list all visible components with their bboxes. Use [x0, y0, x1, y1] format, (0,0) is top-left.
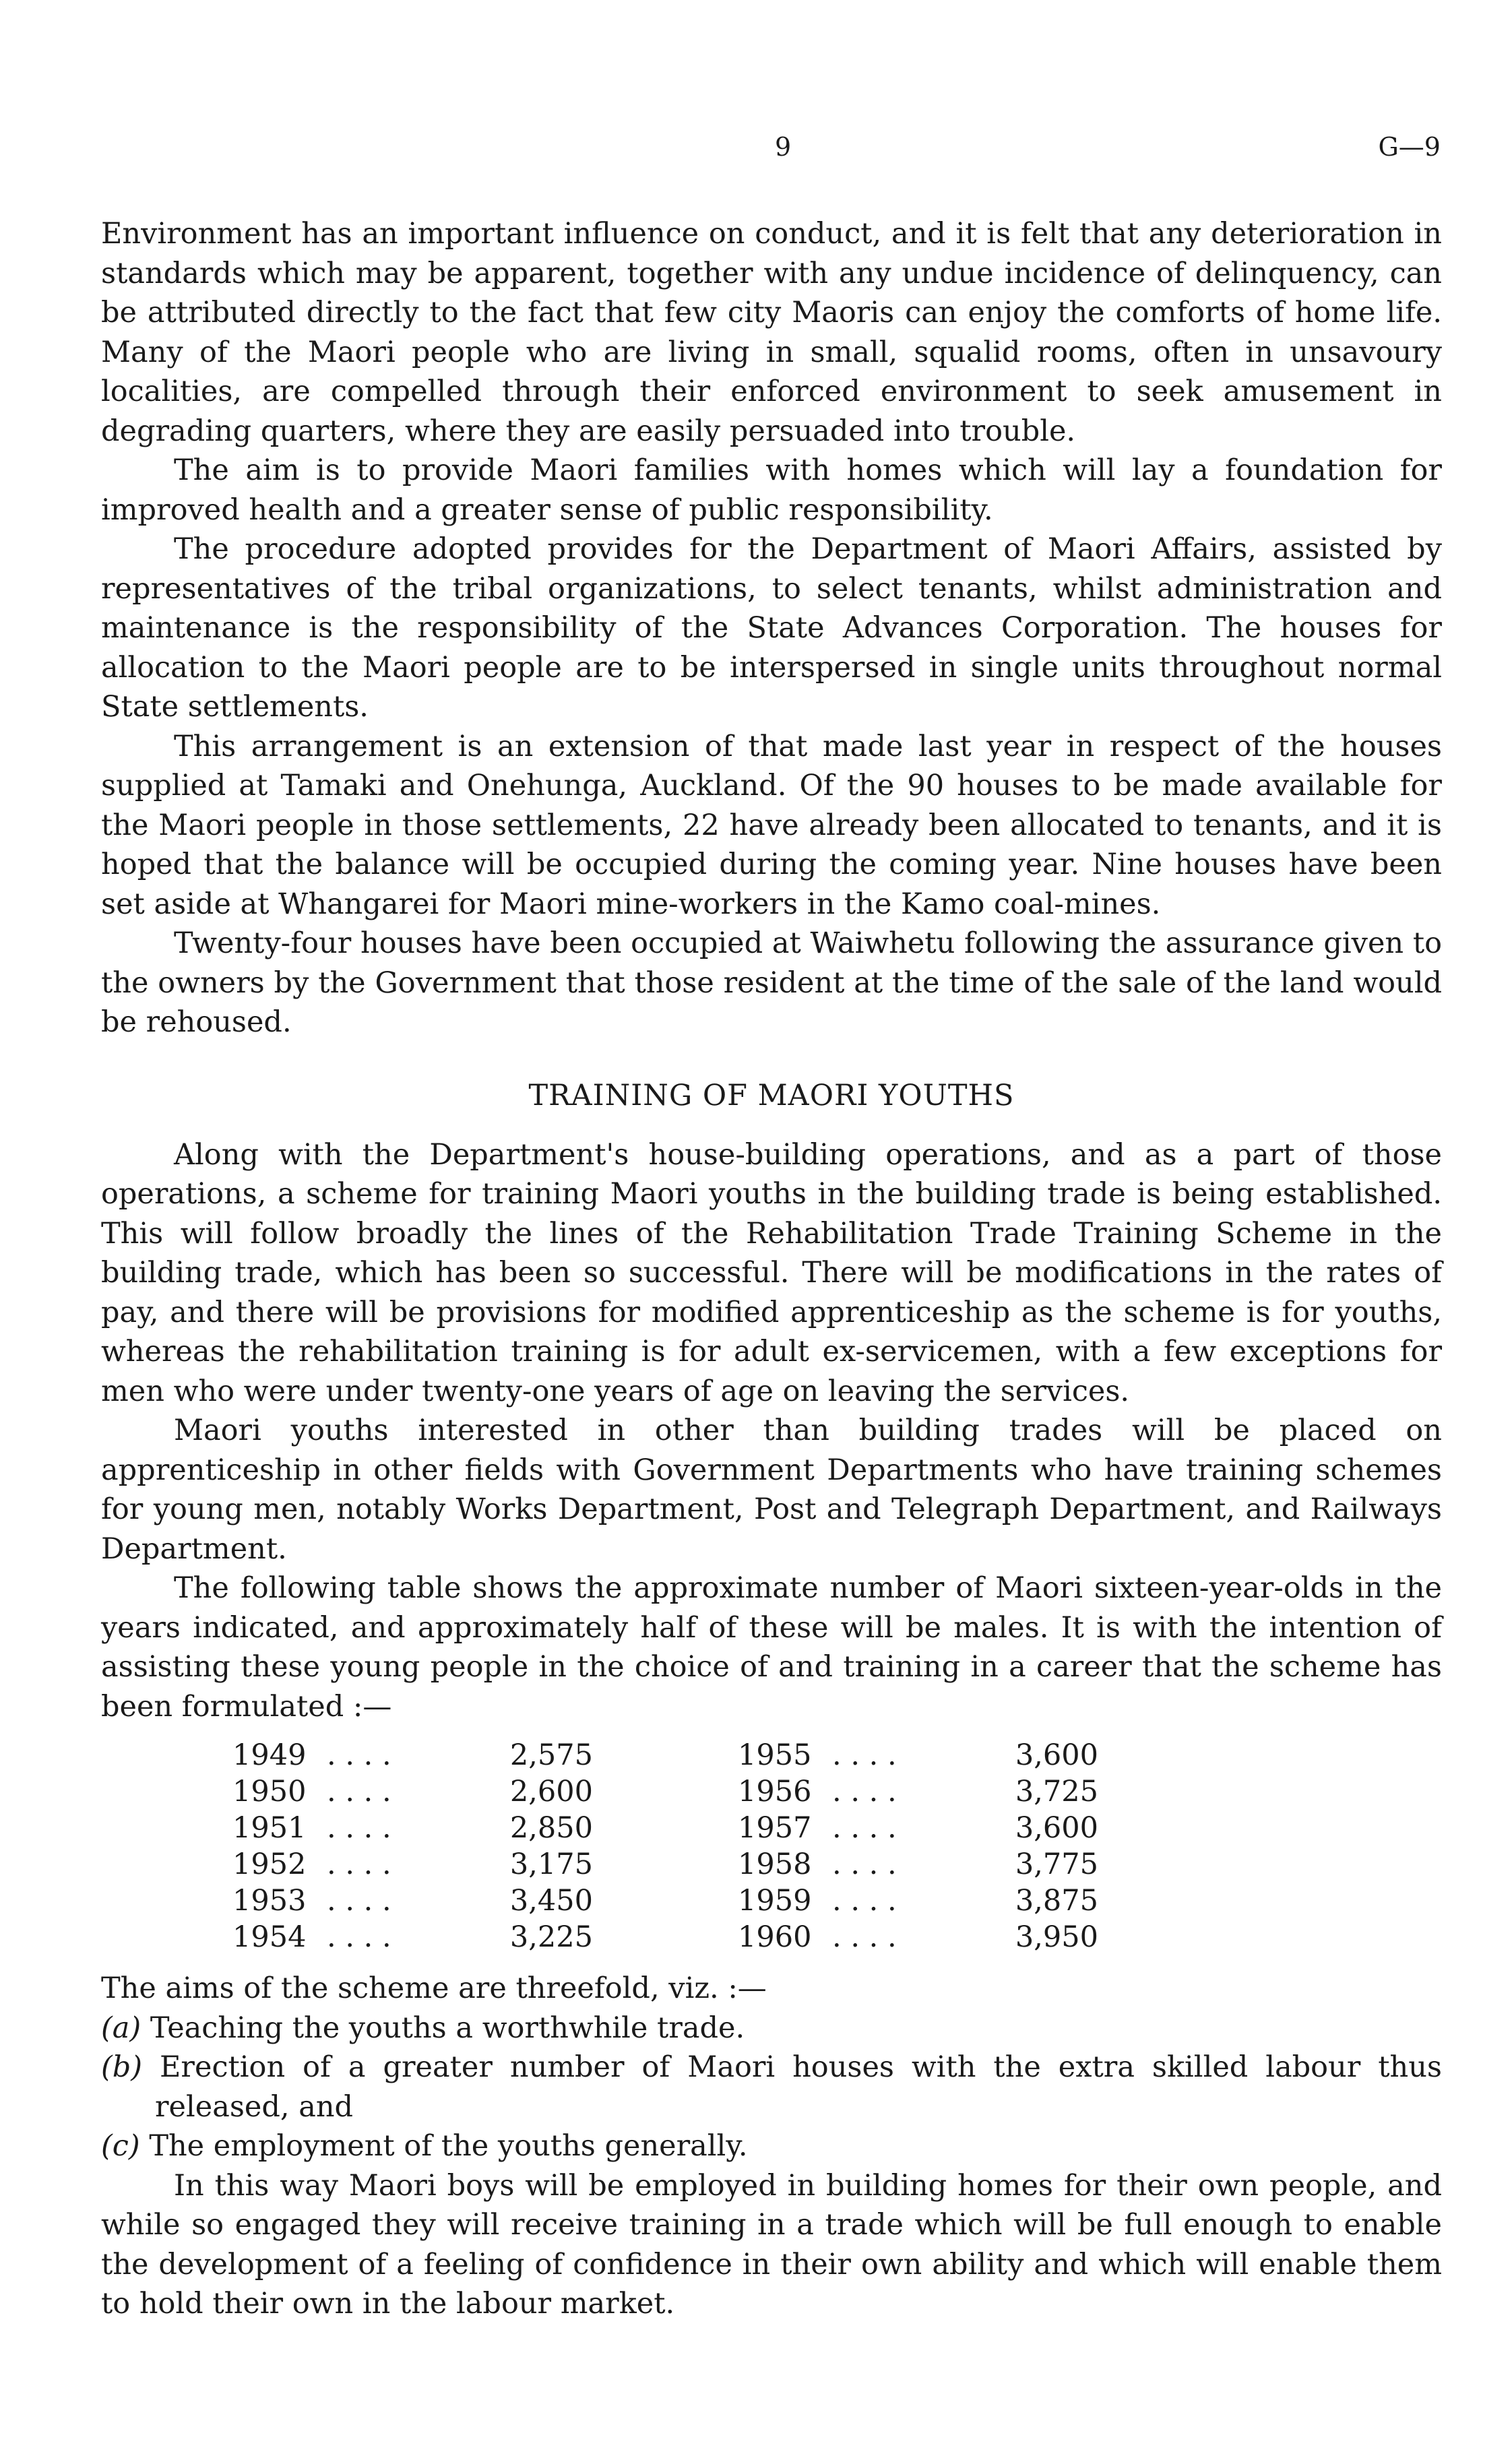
year-cell: 1953 — [232, 1884, 307, 1918]
value-cell: 3,450 — [509, 1884, 593, 1918]
leader-dots: . . . . — [832, 1920, 897, 1954]
year-cell: 1958 — [738, 1848, 812, 1881]
value-cell: 2,600 — [509, 1775, 593, 1808]
leader-dots: . . . . — [832, 1775, 897, 1808]
aim-label: (a) — [101, 2011, 141, 2045]
value-cell: 3,775 — [1015, 1848, 1098, 1881]
paragraph-closing: In this way Maori boys will be employed in building homes for their own people, and while so engaged they will receive training in a trade which will be full enough to enable the development of a feeling of confidence in their own ability and which will enable them to hold their own in the labour market. — [101, 2168, 1442, 2321]
paragraph-procedure: The procedure adopted provides for the Department of Maori Affairs, assisted by representatives of the tribal organizations, to select tenants, whilst administration and maintenance is the responsibility of the State Advances Corporation. The houses for allocation to the Maori people are to be interspersed in single units throughout normal State settlements. — [101, 532, 1442, 724]
leader-dots: . . . . — [832, 1811, 897, 1845]
leader-dots: . . . . — [327, 1920, 391, 1954]
leader-dots: . . . . — [832, 1884, 897, 1918]
year-cell: 1955 — [738, 1738, 812, 1772]
year-cell: 1951 — [232, 1811, 307, 1845]
year-cell: 1960 — [738, 1920, 812, 1954]
year-cell: 1954 — [232, 1920, 307, 1954]
year-cell: 1959 — [738, 1884, 812, 1918]
year-cell: 1956 — [738, 1775, 812, 1808]
aim-text: Teaching the youths a worthwhile trade. — [150, 2011, 745, 2045]
table-row — [232, 1737, 1098, 1773]
table-row — [232, 1883, 1098, 1919]
aim-item-a — [101, 2009, 1442, 2048]
column-gap — [593, 1773, 738, 1810]
paragraph-aim: The aim is to provide Maori families with homes which will lay a foundation for improved health and a greater sense of public responsibility. — [101, 453, 1442, 527]
paragraph-table-intro: The following table shows the approximate number of Maori sixteen-year-olds in the years indicated, and approximately half of these will be males. It is with the intention of assisting these young people in the choice of and training in a career that the scheme has been formulated :— — [101, 1571, 1442, 1724]
leader-dots: . . . . — [327, 1775, 391, 1808]
aim-label: (c) — [101, 2129, 140, 2163]
value-cell: 3,175 — [509, 1848, 593, 1881]
year-cell: 1949 — [232, 1738, 307, 1772]
section-heading: TRAINING OF MAORI YOUTHS — [528, 1078, 1015, 1112]
value-cell: 3,725 — [1015, 1775, 1098, 1808]
paragraph-waiwhetu: Twenty-four houses have been occupied at Waiwhetu following the assurance given to the owners by the Government that those resident at the time of the sale of the land would be rehoused. — [101, 926, 1442, 1039]
leader-dots: . . . . — [327, 1848, 391, 1881]
aim-item-b — [101, 2048, 1442, 2126]
page-header — [0, 132, 1512, 172]
aims-intro: The aims of the scheme are threefold, viz. :— — [101, 1972, 767, 2005]
youth-numbers-table — [232, 1737, 1098, 1955]
year-cell: 1957 — [738, 1811, 812, 1845]
aim-item-c — [101, 2126, 1442, 2166]
leader-dots: . . . . — [327, 1884, 391, 1918]
column-gap — [593, 1810, 738, 1846]
table-row — [232, 1810, 1098, 1846]
document-reference: G—9 — [1378, 132, 1441, 162]
paragraph-training-scheme: Along with the Department's house-building operations, and as a part of those operations, a scheme for training Maori youths in the building trade is being established. This will follow broadly the lines of the Rehabilitation Trade Training Scheme in the building trade, which has been so successful. There will be modifications in the rates of pay, and there will be provisions for modified apprenticeship as the scheme is for youths, whereas the rehabilitation training is for adult ex-servicemen, with a few exceptions for men who were under twenty-one years of age on leaving the services. — [101, 1137, 1442, 1408]
leader-dots: . . . . — [832, 1738, 897, 1772]
value-cell: 3,600 — [1015, 1738, 1098, 1772]
value-cell: 2,575 — [509, 1738, 593, 1772]
value-cell: 3,225 — [509, 1920, 593, 1954]
value-cell: 3,875 — [1015, 1884, 1098, 1918]
page-number: 9 — [775, 132, 792, 162]
column-gap — [593, 1883, 738, 1919]
table-row — [232, 1919, 1098, 1955]
leader-dots: . . . . — [832, 1848, 897, 1881]
aim-text: Erection of a greater number of Maori houses with the extra skilled labour thus released, and — [155, 2050, 1443, 2124]
year-cell: 1952 — [232, 1848, 307, 1881]
aim-label: (b) — [101, 2050, 143, 2084]
paragraph-arrangement: This arrangement is an extension of that made last year in respect of the houses supplied at Tamaki and Onehunga, Auckland. Of the 90 houses to be made available for the Maori people in those settlements, 22 have already been allocated to tenants, and it is hoped that the balance will be occupied during the coming year. Nine houses have been set aside at Whangarei for Maori mine-workers in the Kamo coal-mines. — [101, 729, 1442, 921]
paragraph-other-trades: Maori youths interested in other than building trades will be placed on apprenticeship in other fields with Government Departments who have training schemes for young men, notably Works Department, Post and Telegraph Department, and Railways Department. — [101, 1414, 1442, 1566]
year-cell: 1950 — [232, 1775, 307, 1808]
leader-dots: . . . . — [327, 1811, 391, 1845]
value-cell: 3,950 — [1015, 1920, 1098, 1954]
leader-dots: . . . . — [327, 1738, 391, 1772]
column-gap — [593, 1919, 738, 1955]
paragraph-environment: Environment has an important influence on conduct, and it is felt that any deterioration in standards which may be apparent, together with any undue incidence of delinquency, can be attributed directly to the fact that few city Maoris can enjoy the comforts of home life. Many of the Maori people who are living in small, squalid rooms, often in unsavoury localities, are compelled through their enforced environment to seek amusement in degrading quarters, where they are easily persuaded into trouble. — [101, 217, 1442, 448]
column-gap — [593, 1737, 738, 1773]
value-cell: 2,850 — [509, 1811, 593, 1845]
page-body — [101, 214, 1442, 2324]
table-row — [232, 1773, 1098, 1810]
table-row — [232, 1846, 1098, 1883]
column-gap — [593, 1846, 738, 1883]
value-cell: 3,600 — [1015, 1811, 1098, 1845]
aim-text: The employment of the youths generally. — [149, 2129, 748, 2163]
